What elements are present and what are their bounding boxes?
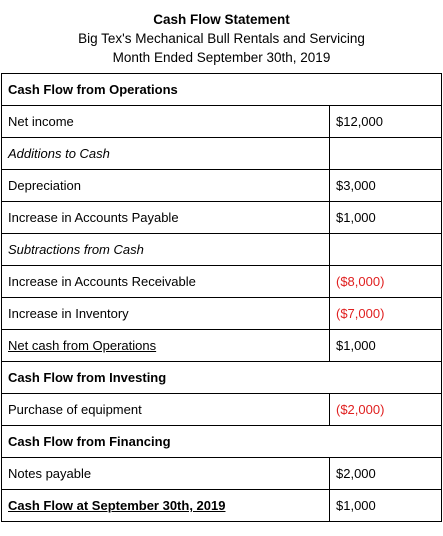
- row-label: Increase in Inventory: [2, 298, 330, 330]
- section-operations-row: [2, 74, 442, 106]
- row-amount: [330, 234, 442, 266]
- company-name: Big Tex's Mechanical Bull Rentals and Servicing: [78, 31, 365, 46]
- row-amount-negative: ($8,000): [330, 266, 442, 298]
- row-label: Increase in Accounts Payable: [2, 202, 330, 234]
- row-amount: $3,000: [330, 170, 442, 202]
- statement-title: Cash Flow Statement: [153, 12, 290, 27]
- row-label: Increase in Accounts Receivable: [2, 266, 330, 298]
- table-row: [2, 394, 442, 426]
- row-label: Purchase of equipment: [2, 394, 330, 426]
- section-financing-row: [2, 426, 442, 458]
- cash-flow-table: [1, 73, 442, 522]
- section-heading: Cash Flow from Operations: [2, 74, 442, 106]
- grand-total-amount: $1,000: [330, 490, 442, 522]
- row-amount: [330, 138, 442, 170]
- grand-total-label: Cash Flow at September 30th, 2019: [2, 490, 330, 522]
- subtotal-amount: $1,000: [330, 330, 442, 362]
- grand-total-row: [2, 490, 442, 522]
- net-cash-operations-row: [2, 330, 442, 362]
- subsection-label: Additions to Cash: [2, 138, 330, 170]
- section-heading: Cash Flow from Financing: [2, 426, 442, 458]
- table-row: [2, 458, 442, 490]
- row-amount-negative: ($7,000): [330, 298, 442, 330]
- row-label: Depreciation: [2, 170, 330, 202]
- statement-header: [0, 0, 443, 65]
- subtotal-label: Net cash from Operations: [2, 330, 330, 362]
- table-row: [2, 106, 442, 138]
- row-amount-negative: ($2,000): [330, 394, 442, 426]
- row-amount: $12,000: [330, 106, 442, 138]
- table-row: [2, 202, 442, 234]
- statement-period: Month Ended September 30th, 2019: [112, 50, 331, 65]
- table-row: [2, 170, 442, 202]
- row-amount: $1,000: [330, 202, 442, 234]
- subsection-subtractions-row: [2, 234, 442, 266]
- section-heading: Cash Flow from Investing: [2, 362, 442, 394]
- subsection-label: Subtractions from Cash: [2, 234, 330, 266]
- subsection-additions-row: [2, 138, 442, 170]
- row-label: Net income: [2, 106, 330, 138]
- row-amount: $2,000: [330, 458, 442, 490]
- row-label: Notes payable: [2, 458, 330, 490]
- table-row: [2, 298, 442, 330]
- section-investing-row: [2, 362, 442, 394]
- table-row: [2, 266, 442, 298]
